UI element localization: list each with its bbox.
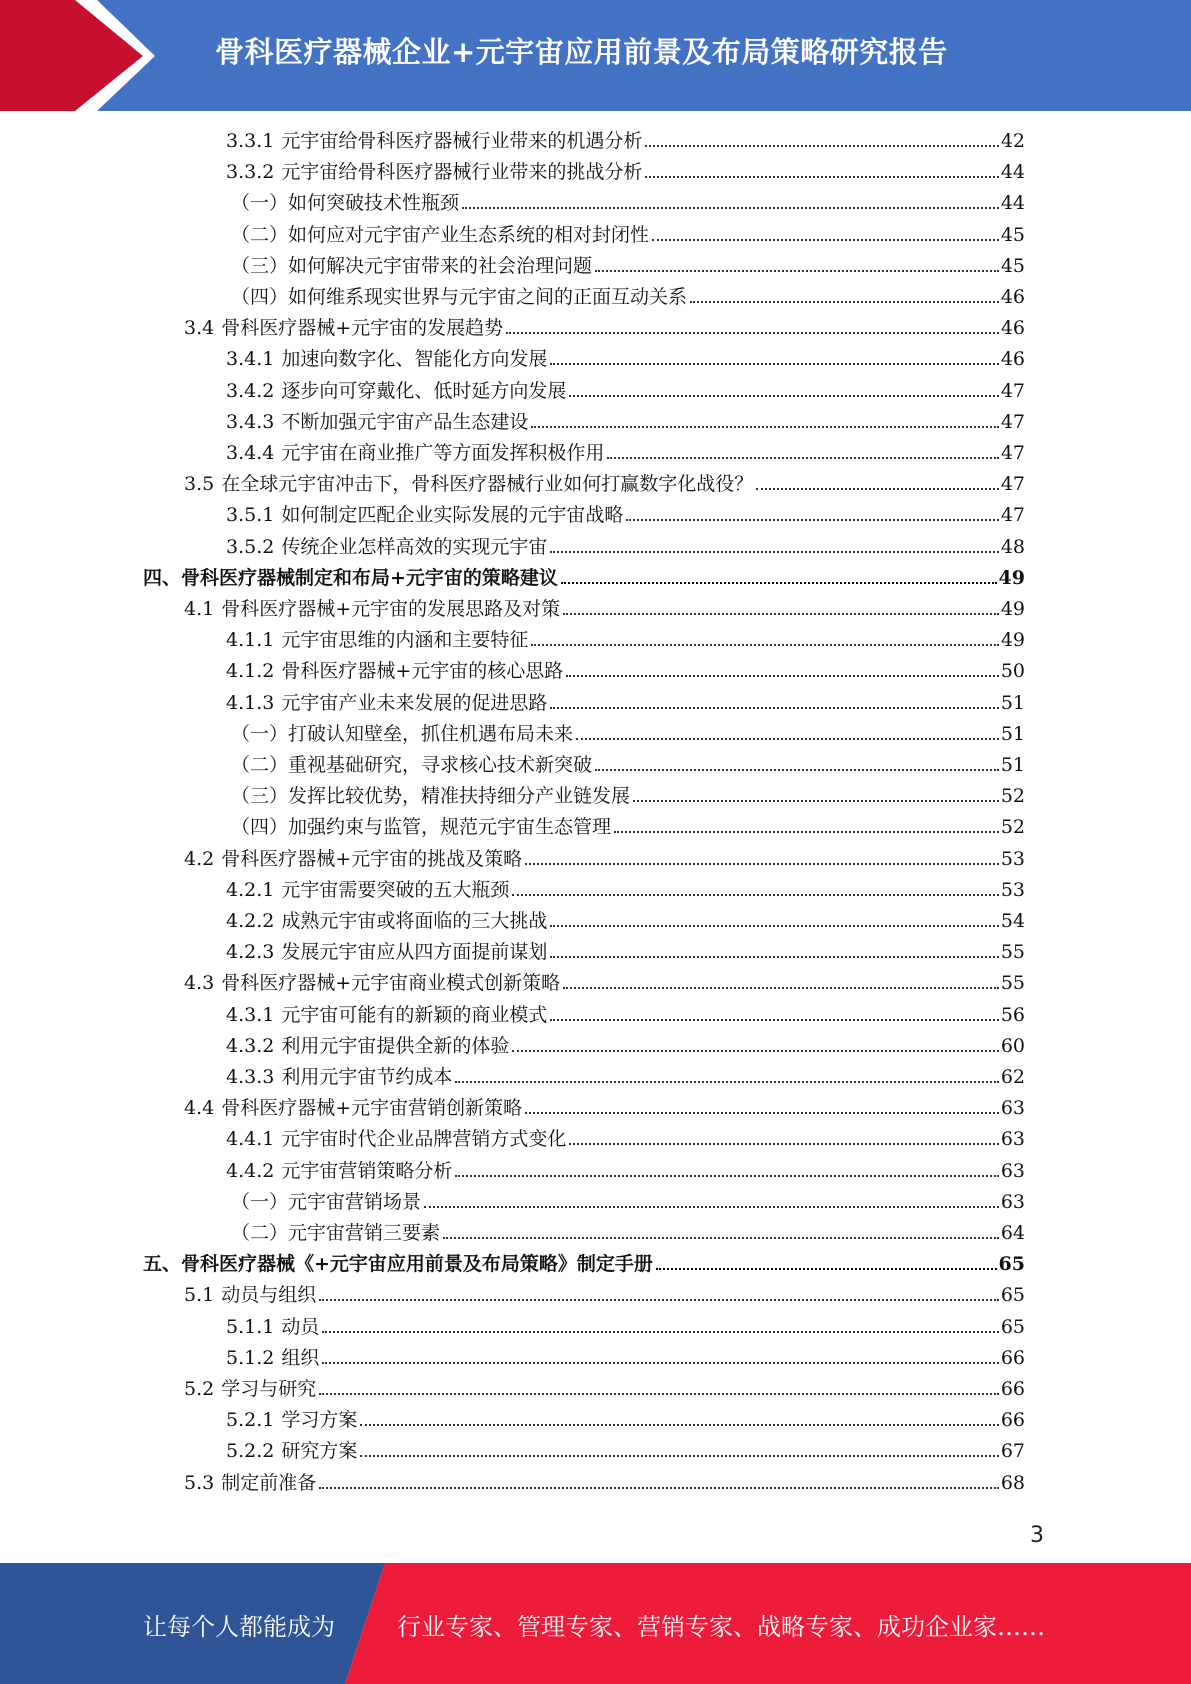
toc-entry-title: 骨科医疗器械+元宇宙营销创新策略 (221, 1097, 523, 1120)
toc-entry-page: 63 (1000, 1128, 1025, 1151)
toc-entry[interactable] (184, 1376, 1025, 1402)
toc-entry-title: 组织 (281, 1346, 320, 1369)
toc-entry[interactable] (226, 690, 1025, 716)
toc-entry-number: 4.3.1 (226, 1003, 275, 1026)
toc-entry-title: 发展元宇宙应从四方面提前谋划 (281, 941, 548, 964)
toc-entry-page: 52 (1000, 785, 1025, 808)
toc-entry-number: 5.2.2 (226, 1440, 275, 1463)
toc-dot-leader (645, 176, 998, 178)
toc-entry[interactable] (226, 877, 1025, 903)
toc-dot-leader (595, 270, 999, 272)
toc-dot-leader (455, 1175, 998, 1177)
toc-entry[interactable] (231, 190, 1025, 216)
toc-dot-leader (319, 1299, 999, 1301)
toc-dot-leader (563, 613, 999, 615)
toc-dot-leader (645, 145, 998, 147)
toc-entry-title: 加速向数字化、智能化方向发展 (281, 348, 548, 371)
toc-entry-page: 68 (1000, 1471, 1025, 1494)
toc-entry-title: 传统企业怎样高效的实现元宇宙 (281, 535, 548, 558)
toc-entry-page: 63 (1000, 1097, 1025, 1120)
toc-dot-leader (561, 582, 997, 584)
page-header (0, 0, 1191, 111)
toc-entry-title: （二）重视基础研究，寻求核心技术新突破 (231, 754, 593, 776)
footer-slogan: 让每个人都能成为 (143, 1613, 335, 1641)
toc-entry-number: 4.1.2 (226, 660, 275, 683)
toc-entry[interactable] (231, 253, 1025, 279)
toc-entry-number: 3.3.2 (226, 161, 275, 184)
toc-entry-title: 元宇宙可能有的新颖的商业模式 (281, 1003, 548, 1026)
toc-entry[interactable] (226, 908, 1025, 934)
toc-entry[interactable] (231, 814, 1025, 840)
toc-entry[interactable] (184, 1095, 1025, 1121)
toc-dot-leader (319, 1487, 999, 1489)
toc-entry[interactable] (226, 939, 1025, 965)
toc-entry-number: 4.2.2 (226, 910, 275, 932)
toc-entry-number: 4.1 (184, 598, 215, 620)
toc-entry-title: 动员与组织 (221, 1284, 317, 1307)
toc-entry[interactable] (231, 783, 1025, 809)
toc-dot-leader (512, 1050, 998, 1052)
toc-entry-title: 利用元宇宙节约成本 (281, 1066, 453, 1088)
toc-entry-title: 如何制定匹配企业实际发展的元宇宙战略 (281, 504, 624, 527)
toc-dot-leader (322, 1331, 998, 1333)
toc-dot-leader (690, 301, 999, 303)
toc-dot-leader (443, 1237, 999, 1239)
toc-entry-page: 66 (1000, 1346, 1025, 1369)
toc-entry-number: 3.4.1 (226, 348, 275, 371)
toc-entry-page: 46 (1000, 286, 1025, 308)
toc-entry-title: 在全球元宇宙冲击下，骨科医疗器械行业如何打赢数字化战役？ (221, 473, 754, 496)
toc-entry-title: （四）如何维系现实世界与元宇宙之间的正面互动关系 (231, 286, 688, 308)
toc-entry-title: 元宇宙在商业推广等方面发挥积极作用 (281, 442, 605, 464)
toc-entry[interactable] (226, 378, 1025, 404)
toc-entry[interactable] (143, 565, 1025, 591)
toc-dot-leader (656, 1268, 997, 1270)
toc-dot-leader (566, 675, 999, 677)
toc-entry-page: 55 (1000, 941, 1025, 964)
toc-entry-page: 47 (1000, 473, 1025, 496)
toc-entry[interactable] (231, 284, 1025, 310)
toc-dot-leader (550, 956, 998, 958)
toc-dot-leader (319, 1393, 999, 1395)
toc-entry-number: 5.1.2 (226, 1346, 275, 1369)
toc-entry-title: 元宇宙时代企业品牌营销方式变化 (281, 1128, 567, 1151)
toc-entry-page: 47 (1000, 379, 1025, 402)
toc-dot-leader (569, 1143, 998, 1145)
toc-dot-leader (531, 644, 998, 646)
toc-dot-leader (550, 1019, 998, 1021)
toc-entry-number: 3.4 (184, 317, 215, 340)
toc-entry-title: 五、骨科医疗器械《+元宇宙应用前景及布局策略》制定手册 (143, 1253, 653, 1276)
toc-entry-page: 47 (1000, 410, 1025, 433)
toc-entry-title: 学习与研究 (221, 1378, 317, 1400)
toc-dot-leader (595, 769, 999, 771)
toc-entry-number: 3.5 (184, 473, 215, 496)
toc-entry-title: （三）如何解决元宇宙带来的社会治理问题 (231, 254, 593, 277)
report-title: 骨科医疗器械企业+元宇宙应用前景及布局策略研究报告 (215, 35, 948, 69)
toc-entry-title: （一）打破认知壁垒，抓住机遇布局未来 (231, 722, 574, 745)
page-number: 3 (1030, 1523, 1044, 1548)
toc-entry-number: 4.2.3 (226, 941, 275, 964)
toc-entry-title: 元宇宙思维的内涵和主要特征 (281, 629, 529, 652)
toc-entry-number: 4.2.1 (226, 878, 275, 901)
toc-dot-leader (525, 1112, 999, 1114)
toc-entry-title: 四、骨科医疗器械制定和布局+元宇宙的策略建议 (143, 566, 558, 589)
toc-entry-page: 54 (1000, 910, 1025, 932)
toc-dot-leader (614, 831, 999, 833)
toc-entry[interactable] (226, 159, 1025, 185)
toc-dot-leader (607, 457, 998, 459)
toc-entry-title: 成熟元宇宙或将面临的三大挑战 (281, 910, 548, 932)
toc-entry-title: （一）如何突破技术性瓶颈 (231, 192, 460, 215)
toc-entry-page: 55 (1000, 972, 1025, 995)
toc-entry-title: 元宇宙营销策略分析 (281, 1159, 453, 1182)
toc-entry-number: 4.3.2 (226, 1034, 275, 1057)
toc-entry-page: 62 (1000, 1066, 1025, 1088)
toc-entry-title: 骨科医疗器械+元宇宙的发展思路及对策 (221, 598, 561, 620)
toc-entry-title: （四）加强约束与监管，规范元宇宙生态管理 (231, 816, 612, 839)
toc-entry-page: 53 (1000, 847, 1025, 870)
toc-entry-title: 动员 (281, 1315, 320, 1338)
toc-dot-leader (550, 925, 998, 927)
toc-dot-leader (550, 707, 998, 709)
toc-entry[interactable] (143, 1251, 1025, 1277)
toc-entry[interactable] (231, 752, 1025, 778)
page-footer (0, 1563, 1191, 1684)
toc-entry-title: 骨科医疗器械+元宇宙的发展趋势 (221, 317, 504, 340)
toc-entry[interactable] (184, 1470, 1025, 1496)
toc-entry-number: 4.1.3 (226, 691, 275, 714)
toc-entry-title: 元宇宙给骨科医疗器械行业带来的挑战分析 (281, 161, 643, 184)
toc-entry[interactable] (184, 846, 1025, 872)
toc-entry-title: 元宇宙需要突破的五大瓶颈 (281, 878, 510, 901)
toc-dot-leader (322, 1362, 998, 1364)
toc-dot-leader (506, 332, 999, 334)
toc-dot-leader (563, 987, 999, 989)
toc-entry-number: 4.3 (184, 972, 215, 995)
toc-entry-number: 3.4.4 (226, 442, 275, 464)
toc-dot-leader (455, 1081, 998, 1083)
toc-entry-page: 51 (1000, 754, 1025, 776)
toc-entry-page: 42 (1000, 130, 1025, 152)
toc-dot-leader (756, 488, 999, 490)
toc-entry[interactable] (226, 1407, 1025, 1433)
toc-entry-page: 49 (1000, 629, 1025, 652)
toc-entry-page: 53 (1000, 878, 1025, 901)
toc-entry[interactable] (226, 1064, 1025, 1090)
toc-entry-page: 64 (1000, 1222, 1025, 1244)
toc-dot-leader (424, 1206, 999, 1208)
toc-dot-leader (360, 1424, 998, 1426)
toc-entry-number: 4.4.2 (226, 1159, 275, 1182)
toc-entry-title: 元宇宙给骨科医疗器械行业带来的机遇分析 (281, 130, 643, 152)
toc-entry[interactable] (231, 1220, 1025, 1246)
toc-entry-page: 49 (1000, 598, 1025, 620)
toc-entry-page: 66 (1000, 1378, 1025, 1400)
toc-entry[interactable] (226, 502, 1025, 528)
toc-dot-leader (512, 894, 998, 896)
toc-entry-title: 骨科医疗器械+元宇宙的挑战及策略 (221, 847, 523, 870)
toc-entry-number: 3.4.2 (226, 379, 275, 402)
toc-entry[interactable] (226, 346, 1025, 372)
toc-entry-number: 3.3.1 (226, 130, 275, 152)
toc-entry-title: 骨科医疗器械+元宇宙的核心思路 (281, 660, 564, 683)
toc-dot-leader (626, 519, 998, 521)
toc-entry-page: 65 (1000, 1284, 1025, 1307)
toc-entry-number: 5.1 (184, 1284, 215, 1307)
toc-dot-leader (652, 239, 999, 241)
toc-entry[interactable] (226, 1345, 1025, 1371)
toc-entry[interactable] (184, 471, 1025, 497)
toc-entry-title: 制定前准备 (221, 1471, 317, 1494)
toc-entry-title: （二）元宇宙营销三要素 (231, 1222, 441, 1244)
toc-entry-page: 52 (1000, 816, 1025, 839)
toc-entry-title: 不断加强元宇宙产品生态建设 (281, 410, 529, 433)
toc-entry-title: 学习方案 (281, 1409, 358, 1432)
toc-entry-page: 67 (1000, 1440, 1025, 1463)
toc-entry-page: 65 (998, 1253, 1025, 1276)
toc-entry-page: 48 (1000, 535, 1025, 558)
toc-dot-leader (550, 551, 998, 553)
toc-entry-title: 骨科医疗器械+元宇宙商业模式创新策略 (221, 972, 561, 995)
toc-dot-leader (576, 738, 999, 740)
toc-dot-leader (462, 207, 999, 209)
toc-entry[interactable] (226, 1158, 1025, 1184)
toc-entry-page: 44 (1000, 161, 1025, 184)
toc-entry[interactable] (226, 1438, 1025, 1464)
toc-entry-page: 51 (1000, 722, 1025, 745)
toc-entry[interactable] (226, 409, 1025, 435)
toc-entry[interactable] (226, 440, 1025, 466)
toc-entry-number: 4.3.3 (226, 1066, 275, 1088)
toc-entry-page: 63 (1000, 1190, 1025, 1213)
toc-entry-number: 5.3 (184, 1471, 215, 1494)
toc-entry-page: 50 (1000, 660, 1025, 683)
toc-entry[interactable] (184, 970, 1025, 996)
toc-dot-leader (569, 395, 998, 397)
toc-dot-leader (525, 863, 999, 865)
toc-entry-page: 65 (1000, 1315, 1025, 1338)
toc-entry-page: 47 (1000, 504, 1025, 527)
toc-entry-page: 46 (1000, 348, 1025, 371)
toc-entry[interactable] (184, 596, 1025, 622)
toc-entry-page: 63 (1000, 1159, 1025, 1182)
toc-entry-number: 5.2.1 (226, 1409, 275, 1432)
toc-entry-page: 51 (1000, 691, 1025, 714)
toc-entry-title: 逐步向可穿戴化、低时延方向发展 (281, 379, 567, 402)
toc-entry[interactable] (226, 128, 1025, 154)
toc-entry-page: 45 (1000, 223, 1025, 246)
toc-dot-leader (633, 800, 999, 802)
toc-dot-leader (550, 363, 998, 365)
toc-entry-title: 研究方案 (281, 1440, 358, 1463)
toc-entry-number: 3.5.2 (226, 535, 275, 558)
toc-dot-leader (360, 1455, 998, 1457)
toc-entry[interactable] (226, 534, 1025, 560)
toc-entry-page: 66 (1000, 1409, 1025, 1432)
toc-entry[interactable] (226, 1126, 1025, 1152)
toc-entry-page: 60 (1000, 1034, 1025, 1057)
toc-entry-page: 46 (1000, 317, 1025, 340)
toc-entry-page: 49 (998, 566, 1025, 589)
toc-entry-number: 4.2 (184, 847, 215, 870)
toc-entry[interactable] (231, 1189, 1025, 1215)
toc-entry-title: 元宇宙产业未来发展的促进思路 (281, 691, 548, 714)
toc-entry[interactable] (226, 1314, 1025, 1340)
toc-entry-number: 5.1.1 (226, 1315, 275, 1338)
toc-entry-number: 3.5.1 (226, 504, 275, 527)
toc-entry-title: （一）元宇宙营销场景 (231, 1190, 422, 1213)
footer-tagline: 行业专家、管理专家、营销专家、战略专家、成功企业家…… (397, 1613, 1045, 1641)
toc-entry[interactable] (226, 1033, 1025, 1059)
toc-entry-title: 利用元宇宙提供全新的体验 (281, 1034, 510, 1057)
toc-entry-page: 47 (1000, 442, 1025, 464)
toc-entry-page: 45 (1000, 254, 1025, 277)
toc-entry-page: 56 (1000, 1003, 1025, 1026)
toc-entry-number: 3.4.3 (226, 410, 275, 433)
toc-dot-leader (531, 426, 998, 428)
toc-entry-title: （二）如何应对元宇宙产业生态系统的相对封闭性 (231, 223, 650, 246)
toc-entry[interactable] (226, 627, 1025, 653)
toc-entry[interactable] (231, 222, 1025, 248)
toc-entry[interactable] (226, 1002, 1025, 1028)
toc-entry-number: 4.1.1 (226, 629, 275, 652)
toc-entry[interactable] (184, 1282, 1025, 1308)
toc-entry-number: 4.4.1 (226, 1128, 275, 1151)
toc-entry[interactable] (184, 315, 1025, 341)
toc-entry[interactable] (226, 658, 1025, 684)
toc-entry-page: 44 (1000, 192, 1025, 215)
toc-entry-number: 4.4 (184, 1097, 215, 1120)
toc-entry-number: 5.2 (184, 1378, 215, 1400)
toc-entry-title: （三）发挥比较优势，精准扶持细分产业链发展 (231, 785, 631, 808)
toc-entry[interactable] (231, 721, 1025, 747)
